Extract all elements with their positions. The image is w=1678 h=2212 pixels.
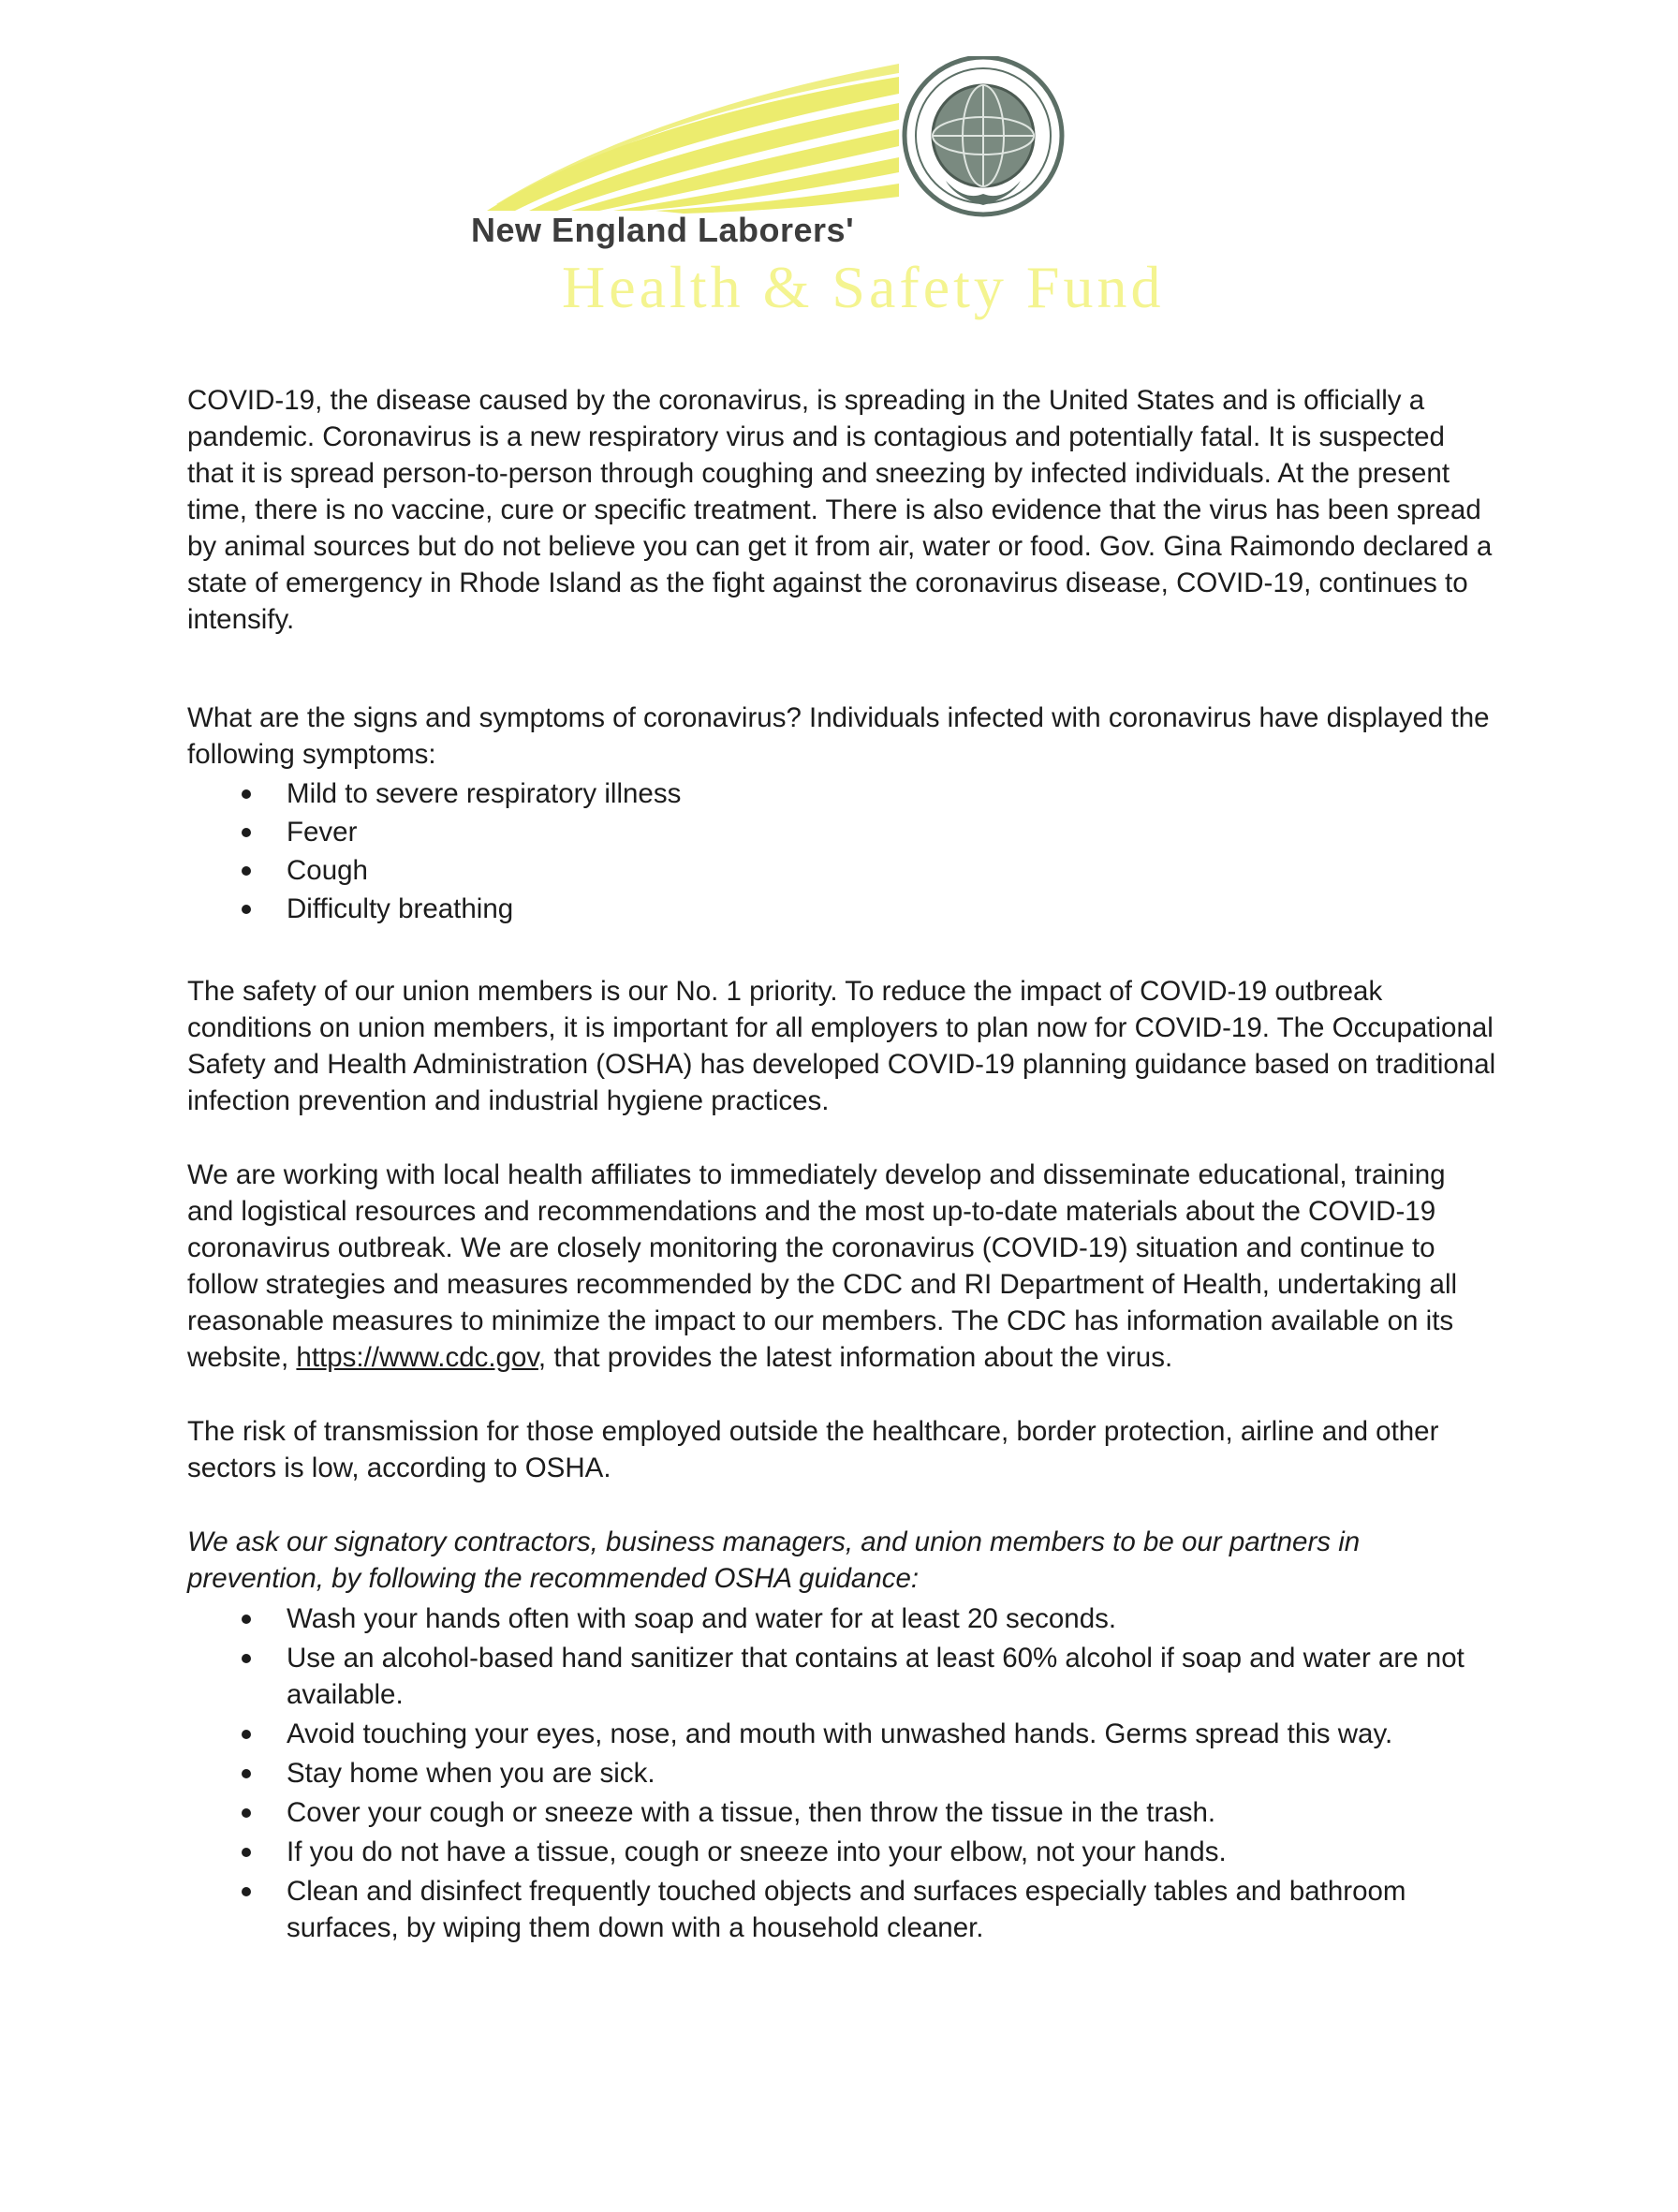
bullet-icon	[242, 1730, 251, 1739]
symptoms-list	[187, 774, 1498, 928]
list-item: Clean and disinfect frequently touched objects and surfaces especially tables and bathroom surfaces, by wiping them down with a household cleaner.	[187, 1873, 1498, 1946]
bullet-icon	[242, 905, 251, 914]
risk-paragraph: The risk of transmission for those employed outside the healthcare, border protection, airline and other sectors is low, according to OSHA.	[187, 1416, 1439, 1483]
list-item: Difficulty breathing	[187, 890, 1498, 928]
bullet-icon	[242, 1887, 251, 1896]
list-item: Wash your hands often with soap and water for at least 20 seconds.	[187, 1600, 1498, 1637]
letter-body	[187, 382, 1498, 1949]
sun-rays-graphic	[487, 64, 899, 214]
bullet-icon	[242, 828, 251, 837]
guidance-list	[187, 1600, 1498, 1946]
bullet-icon	[242, 1848, 251, 1857]
list-item: Use an alcohol-based hand sanitizer that contains at least 60% alcohol if soap and water are not available.	[187, 1640, 1498, 1713]
list-item: Cover your cough or sneeze with a tissue, then throw the tissue in the trash.	[187, 1794, 1498, 1831]
intro-paragraph: COVID-19, the disease caused by the coronavirus, is spreading in the United States and is officially a pandemic. Coronavirus is a new respiratory virus and is contagious and potentially fatal. It is suspected that it is spread person-to-person through coughing and sneezing by infected individuals. At the present time, there is no vaccine, cure or specific treatment. There is also evidence that the virus has been spread by animal sources but do not believe you can get it from air, water or food. Gov. Gina Raimondo declared a state of emergency in Rhode Island as the fight against the coronavirus disease, COVID-19, continues to intensify.	[187, 385, 1493, 635]
list-item: Cough	[187, 851, 1498, 890]
bullet-icon	[242, 866, 251, 876]
safety-paragraph: The safety of our union members is our No. 1 priority. To reduce the impact of COVID-19 outbreak conditions on union members, it is important for all employers to plan now for COVID-19. The Occupational Safety and Health Administration (OSHA) has developed COVID-19 planning guidance based on traditional infection prevention and industrial hygiene practices.	[187, 976, 1496, 1116]
list-item: Avoid touching your eyes, nose, and mouth with unwashed hands. Germs spread this way.	[187, 1716, 1498, 1752]
bullet-icon	[242, 1769, 251, 1778]
guidance-intro: We ask our signatory contractors, business managers, and union members to be our partners in prevention, by following the recommended OSHA guidance:	[187, 1526, 1361, 1594]
org-subtitle: Health & Safety Fund	[562, 254, 1165, 320]
list-item: Stay home when you are sick.	[187, 1755, 1498, 1792]
working-paragraph: We are working with local health affiliates to immediately develop and disseminate educational, training and logistical resources and recommendations and the most up-to-date materials about the COVID-19 coronavirus outbreak. We are closely monitoring the coronavirus (COVID-19) situation and continue to follow strategies and measures recommended by the CDC and RI Department of Health, undertaking all reasonable measures to minimize the impact to our members. The CDC has information available on its website, https://www.cdc.gov, that provides the latest information about the virus.	[187, 1159, 1458, 1373]
symptoms-intro: What are the signs and symptoms of coronavirus? Individuals infected with coronavirus have displayed the following symptoms:	[187, 702, 1490, 770]
bullet-icon	[242, 1808, 251, 1818]
bullet-icon	[242, 789, 251, 799]
bullet-icon	[242, 1654, 251, 1663]
cdc-link[interactable]: https://www.cdc.gov	[296, 1342, 538, 1373]
list-item: Fever	[187, 813, 1498, 851]
letterhead	[459, 56, 1264, 328]
org-name: New England Laborers'	[471, 211, 855, 249]
seal-emblem	[905, 57, 1062, 214]
list-item: Mild to severe respiratory illness	[187, 774, 1498, 813]
list-item: If you do not have a tissue, cough or sneeze into your elbow, not your hands.	[187, 1834, 1498, 1870]
bullet-icon	[242, 1615, 251, 1624]
